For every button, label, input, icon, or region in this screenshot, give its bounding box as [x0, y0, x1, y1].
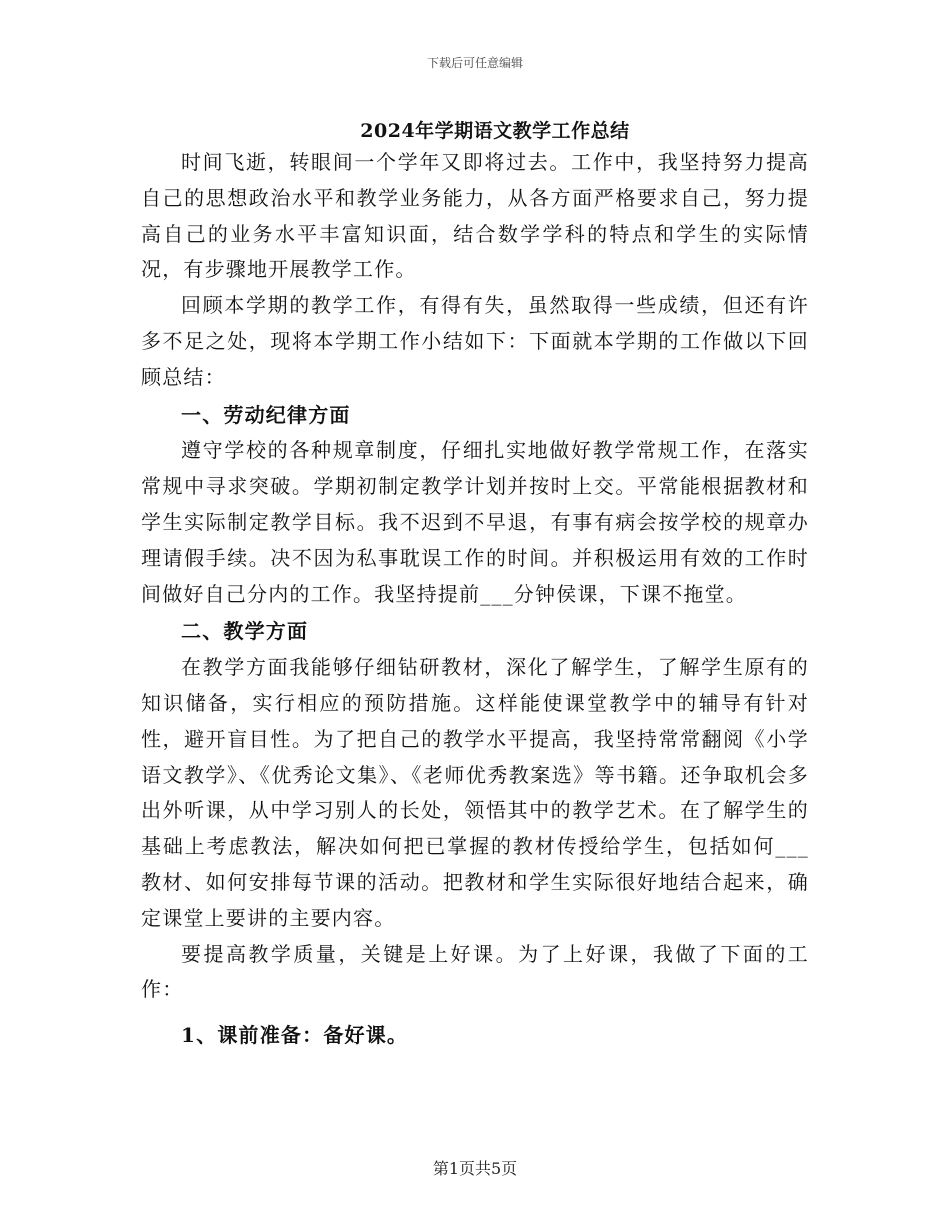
paragraph-review: 回顾本学期的教学工作，有得有失，虽然取得一些成绩，但还有许多不足之处，现将本学期工作小结如下：下面就本学期的工作做以下回顾总结： — [141, 293, 809, 389]
paragraph-discipline: 遵守学校的各种规章制度，仔细扎实地做好教学常规工作，在落实常规中寻求突破。学期初制定教学计划并按时上交。平常能根据教材和学生实际制定教学目标。我不迟到不早退，有事有病会按学校的规章办理请假手续。决不因为私事耽误工作的时间。并积极运用有效的工作时间做好自己分内的工作。我坚持提前___分钟侯课，下课不拖堂。 — [141, 438, 809, 606]
section-heading-teaching: 二、教学方面 — [181, 619, 309, 644]
paragraph-quality: 要提高教学质量，关键是上好课。为了上好课，我做了下面的工作： — [141, 941, 809, 1002]
subsection-heading-preparation: 1、课前准备：备好课。 — [181, 1023, 409, 1048]
page-number: 第1页共5页 — [432, 1159, 518, 1178]
paragraph-intro: 时间飞逝，转眼间一个学年又即将过去。工作中，我坚持努力提高自己的思想政治水平和教学业务能力，从各方面严格要求自己，努力提高自己的业务水平丰富知识面，结合数学学科的特点和学生的实际情况，有步骤地开展教学工作。 — [141, 150, 809, 282]
document-title: 2024年学期语文教学工作总结 — [360, 120, 630, 142]
paragraph-teaching: 在教学方面我能够仔细钻研教材，深化了解学生，了解学生原有的知识储备，实行相应的预防措施。这样能使课堂教学中的辅导有针对性，避开盲目性。为了把自己的教学水平提高，我坚持常常翻阅《小学语文教学》、《优秀论文集》、《老师优秀教案选》等书籍。还争取机会多出外听课，从中学习别人的长处，领悟其中的教学艺术。在了解学生的基础上考虑教法，解决如何把已掌握的教材传授给学生，包括如何___教材、如何安排每节课的活动。把教材和学生实际很好地结合起来，确定课堂上要讲的主要内容。 — [141, 655, 809, 930]
header-note: 下载后可任意编辑 — [426, 56, 523, 70]
document-body — [141, 145, 809, 1054]
section-heading-discipline: 一、劳动纪律方面 — [181, 402, 351, 427]
